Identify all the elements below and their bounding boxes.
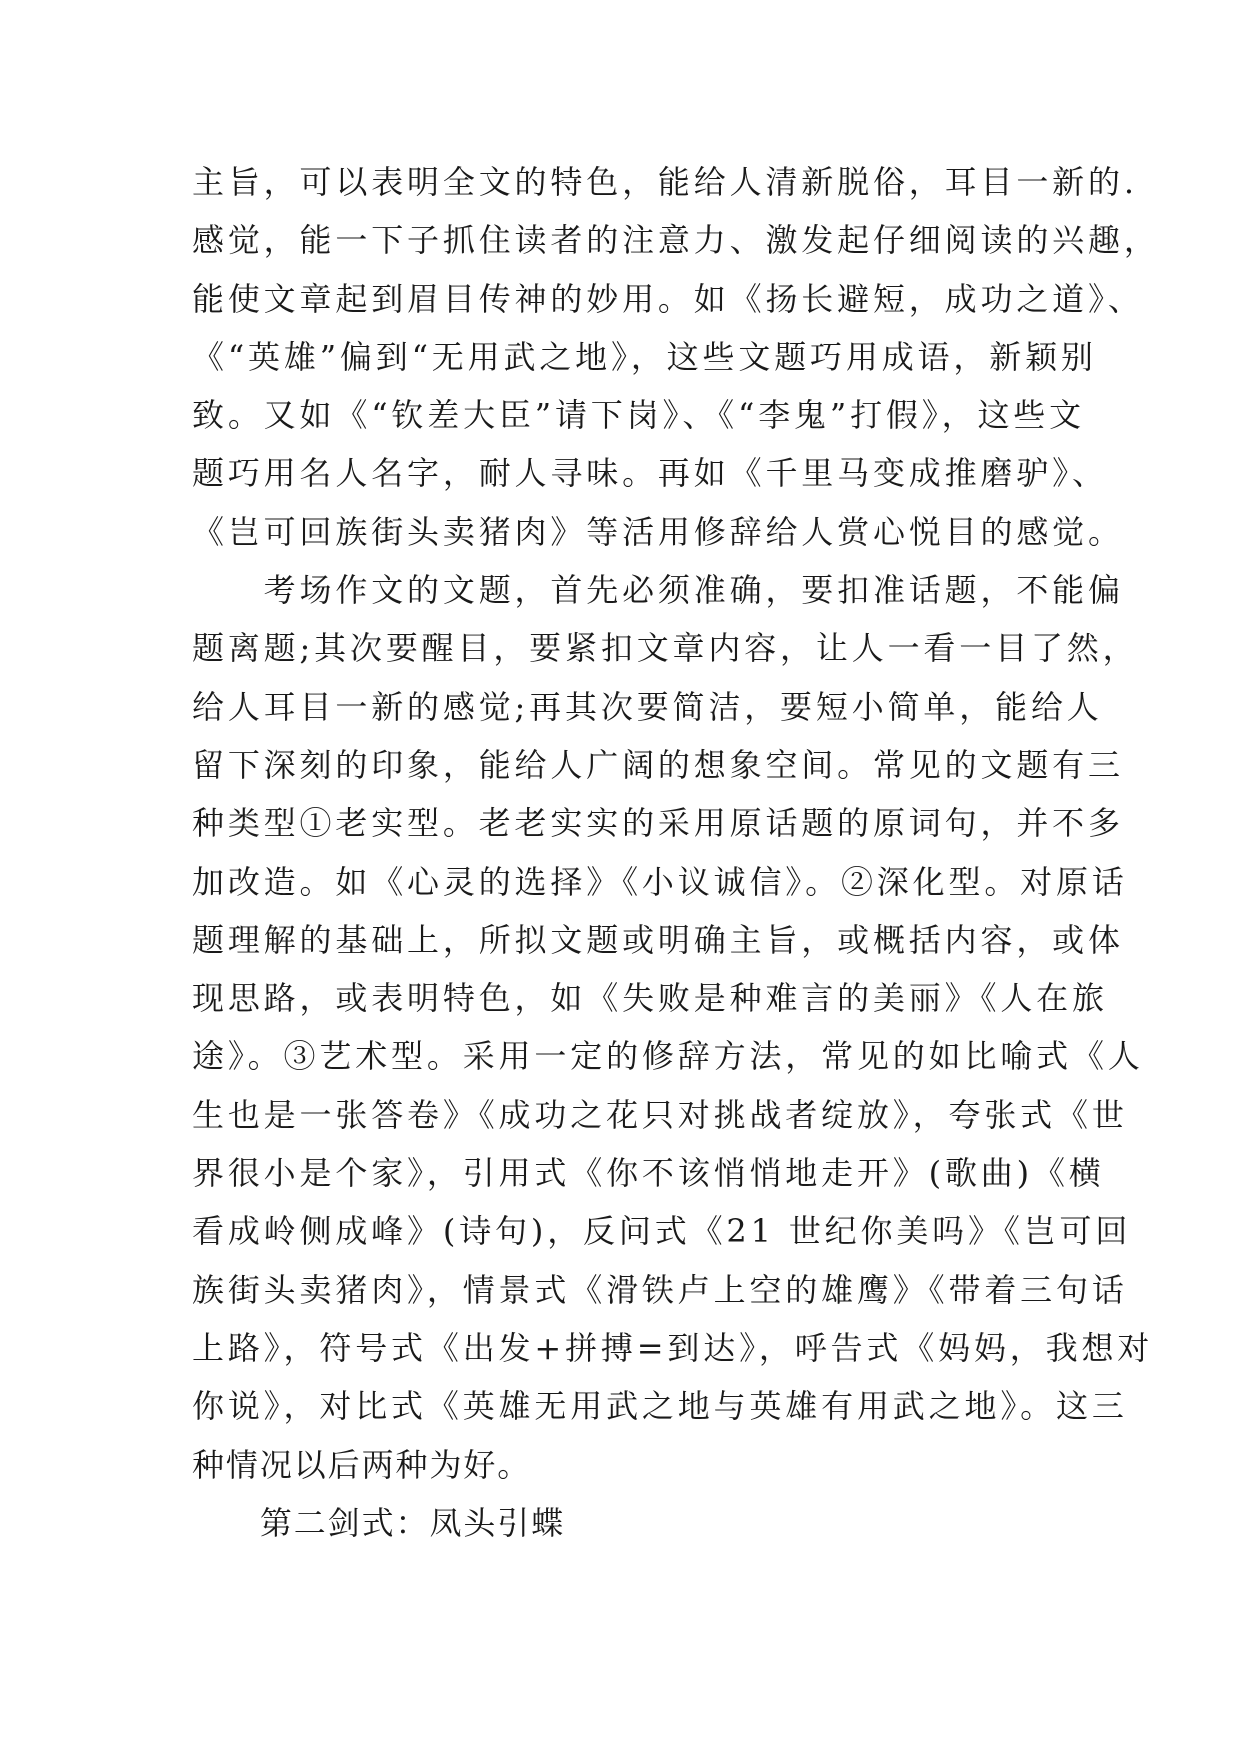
text-line: 加改造。如《心灵的选择》《小议诚信》。②深化型。对原话 (192, 862, 1128, 901)
text-line: 生也是一张答卷》《成功之花只对挑战者绽放》，夸张式《世 (192, 1095, 1128, 1134)
text-line: 种类型①老实型。老老实实的采用原话题的原词句，并不多 (192, 804, 1124, 843)
text-line: 致。又如《“钦差大臣”请下岗》、《“李鬼”打假》，这些文 (192, 396, 1085, 435)
text-line: 《岂可回族街头卖猪肉》等活用修辞给人赏心悦目的感觉。 (192, 512, 1124, 551)
text-line: 主旨，可以表明全文的特色，能给人清新脱俗，耳目一新的. (192, 163, 1138, 201)
text-line: 题离题;其次要醒目，要紧扣文章内容，让人一看一目了然， (192, 629, 1139, 668)
text-line: 现思路，或表明特色，如《失败是种难言的美丽》《人在旅 (192, 979, 1108, 1018)
text-line: 能使文章起到眉目传神的妙用。如《扬长避短，成功之道》、 (192, 279, 1144, 318)
text-line: 留下深刻的印象，能给人广阔的想象空间。常见的文题有三 (192, 745, 1124, 784)
text-line: 族街头卖猪肉》，情景式《滑铁卢上空的雄鹰》《带着三句话 (192, 1270, 1128, 1309)
text-line: 感觉，能一下子抓住读者的注意力、激发起仔细阅读的兴趣， (192, 221, 1160, 260)
text-line: 考场作文的文题，首先必须准确，要扣准话题，不能偏 (192, 571, 1124, 610)
body-text (192, 153, 1160, 1552)
text-line: 题巧用名人名字，耐人寻味。再如《千里马变成推磨驴》、 (192, 454, 1108, 493)
text-line: 题理解的基础上，所拟文题或明确主旨，或概括内容，或体 (192, 920, 1124, 959)
text-line: 界很小是个家》，引用式《你不该悄悄地走开》(歌曲)《横 (192, 1154, 1105, 1193)
text-line: 种情况以后两种为好。 (192, 1445, 532, 1484)
text-line: 途》。③艺术型。采用一定的修辞方法，常见的如比喻式《人 (192, 1037, 1144, 1076)
text-line: 看成岭侧成峰》(诗句)，反问式《21 世纪你美吗》《岂可回 (192, 1212, 1132, 1251)
text-line: 你说》，对比式《英雄无用武之地与英雄有用武之地》。这三 (192, 1387, 1128, 1426)
text-line: 给人耳目一新的感觉;再其次要简洁，要短小简单，能给人 (192, 687, 1103, 726)
text-line: 上路》，符号式《出发+拼搏=到达》，呼告式《妈妈，我想对 (192, 1328, 1154, 1367)
section-heading: 第二剑式：凤头引蝶 (192, 1503, 566, 1542)
text-line: 《“英雄”偏到“无用武之地》，这些文题巧用成语，新颖别 (192, 337, 1097, 376)
